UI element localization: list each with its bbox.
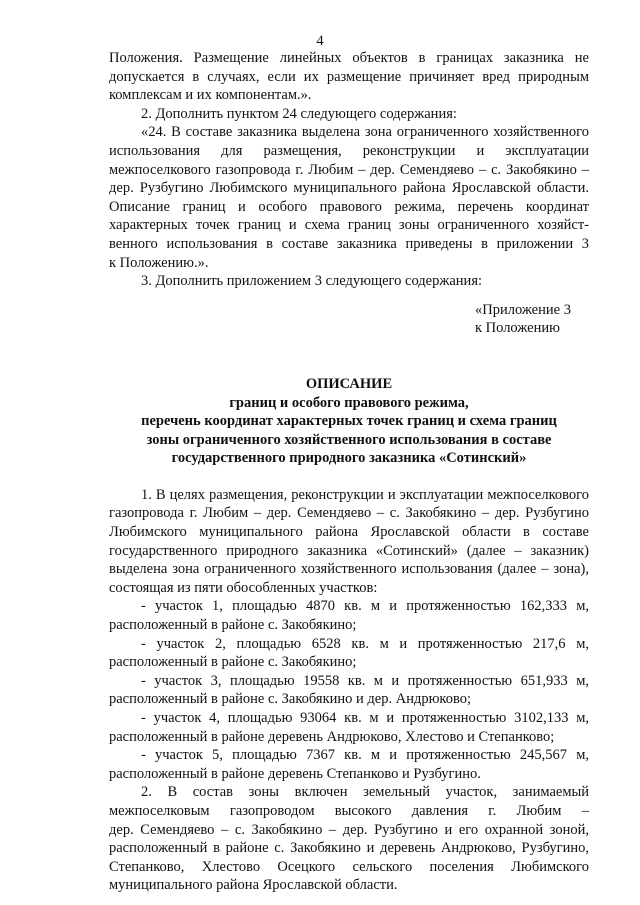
text-line: Описание границ и особого правового режима, перечень координат bbox=[109, 198, 589, 215]
heading-line: зоны ограниченного хозяйственного использования в составе bbox=[146, 431, 552, 448]
text-line: - участок 4, площадью 93064 кв. м и протяженностью 3102,133 м, bbox=[141, 710, 589, 726]
text-line: межпоселкового газопровода г. Любим – дер. Семендяево – с. Закобякино – bbox=[109, 161, 589, 178]
section-1 bbox=[109, 486, 589, 784]
text-line: комплексам и их компонентам.». bbox=[109, 87, 312, 104]
plot-item bbox=[109, 597, 589, 634]
intro-paragraph-2: 2. Дополнить пунктом 24 следующего содержания: bbox=[141, 105, 457, 122]
text-line: расположенный в районе с. Закобякино и дер. Андрюково; bbox=[109, 691, 472, 708]
plot-item bbox=[109, 709, 589, 746]
text-line: венного использования в составе заказника приведены в приложении 3 bbox=[109, 235, 589, 252]
text-line: расположенный в районе деревень Андрюково, Хлестово и Степанково; bbox=[109, 728, 555, 745]
appendix-reference bbox=[475, 301, 595, 338]
text-line: характерных точек границ и схема границ зоны ограниченного хозяйст- bbox=[109, 217, 589, 234]
text-line: Любимского муниципального района Ярославской области в составе bbox=[109, 524, 589, 541]
text-line: выделена зона ограниченного хозяйственного использования (далее – зона), bbox=[109, 561, 589, 578]
heading-line: государственного природного заказника «Сотинский» bbox=[171, 450, 527, 467]
intro-paragraph-1 bbox=[109, 49, 589, 105]
text-line: 2. В состав зоны включен земельный участок, занимаемый bbox=[141, 784, 589, 801]
text-line: расположенный в районе с. Закобякино; bbox=[109, 654, 357, 671]
text-line: - участок 3, площадью 19558 кв. м и протяженностью 651,933 м, bbox=[141, 672, 589, 689]
text-line: «24. В составе заказника выделена зона ограниченного хозяйственного bbox=[141, 124, 589, 141]
heading-line: перечень координат характерных точек границ и схема границ bbox=[141, 413, 557, 430]
page-number: 4 bbox=[316, 33, 324, 49]
document-page bbox=[109, 49, 589, 895]
appendix-line: «Приложение 3 bbox=[475, 301, 571, 318]
text-line: - участок 2, площадью 6528 кв. м и протяженностью 217,6 м, bbox=[141, 635, 589, 652]
text-line: дер. Семендяево – с. Закобякино – дер. Рузбугино и его охранной зоной, bbox=[109, 821, 589, 838]
text-line: расположенный в районе с. Закобякино; bbox=[109, 617, 357, 634]
text-line: газопровода г. Любим – дер. Семендяево – с. Закобякино – дер. Рузбугино bbox=[109, 505, 589, 522]
text-line: расположенный в районе деревень Степанково и Рузбугино. bbox=[109, 765, 481, 782]
plot-item bbox=[109, 746, 589, 783]
text-line: государственного природного заказника «Сотинский» (далее – заказник) bbox=[109, 542, 589, 559]
heading-line: границ и особого правового режима, bbox=[229, 394, 469, 411]
text-line: - участок 5, площадью 7367 кв. м и протяженностью 245,567 м, bbox=[141, 747, 589, 764]
plot-item bbox=[109, 672, 589, 709]
description-heading bbox=[109, 375, 589, 468]
intro-paragraph-4: 3. Дополнить приложением 3 следующего содержания: bbox=[141, 273, 483, 290]
text-line: состоящая из пяти обособленных участков: bbox=[109, 579, 378, 596]
text-line: Положения. Размещение линейных объектов в границах заказника не bbox=[109, 50, 589, 66]
text-line: к Положению.». bbox=[109, 254, 209, 271]
text-line: муниципального района Ярославской области. bbox=[109, 877, 398, 894]
heading-title: ОПИСАНИЕ bbox=[305, 375, 393, 392]
text-line: допускается в случаях, если их размещение причиняет вред природным bbox=[109, 68, 589, 85]
text-line: дер. Рузбугино Любимского муниципального района Ярославской области. bbox=[109, 180, 589, 197]
text-line: межпоселковым газопроводом высокого давления г. Любим – bbox=[109, 802, 589, 819]
plot-item bbox=[109, 635, 589, 672]
text-line: использования для размещения, реконструкции и эксплуатации bbox=[109, 142, 589, 159]
intro-paragraph-3 bbox=[109, 123, 589, 272]
section-2 bbox=[109, 783, 589, 895]
text-line: 1. В целях размещения, реконструкции и эксплуатации межпоселкового bbox=[141, 486, 589, 503]
text-line: Степанково, Хлестово Осецкого сельского поселения Любимского bbox=[109, 858, 589, 875]
appendix-line: к Положению bbox=[475, 320, 560, 337]
text-line: расположенный в районе с. Закобякино и деревень Андрюково, Рузбугино, bbox=[109, 840, 589, 857]
text-line: - участок 1, площадью 4870 кв. м и протяженностью 162,333 м, bbox=[141, 598, 589, 615]
